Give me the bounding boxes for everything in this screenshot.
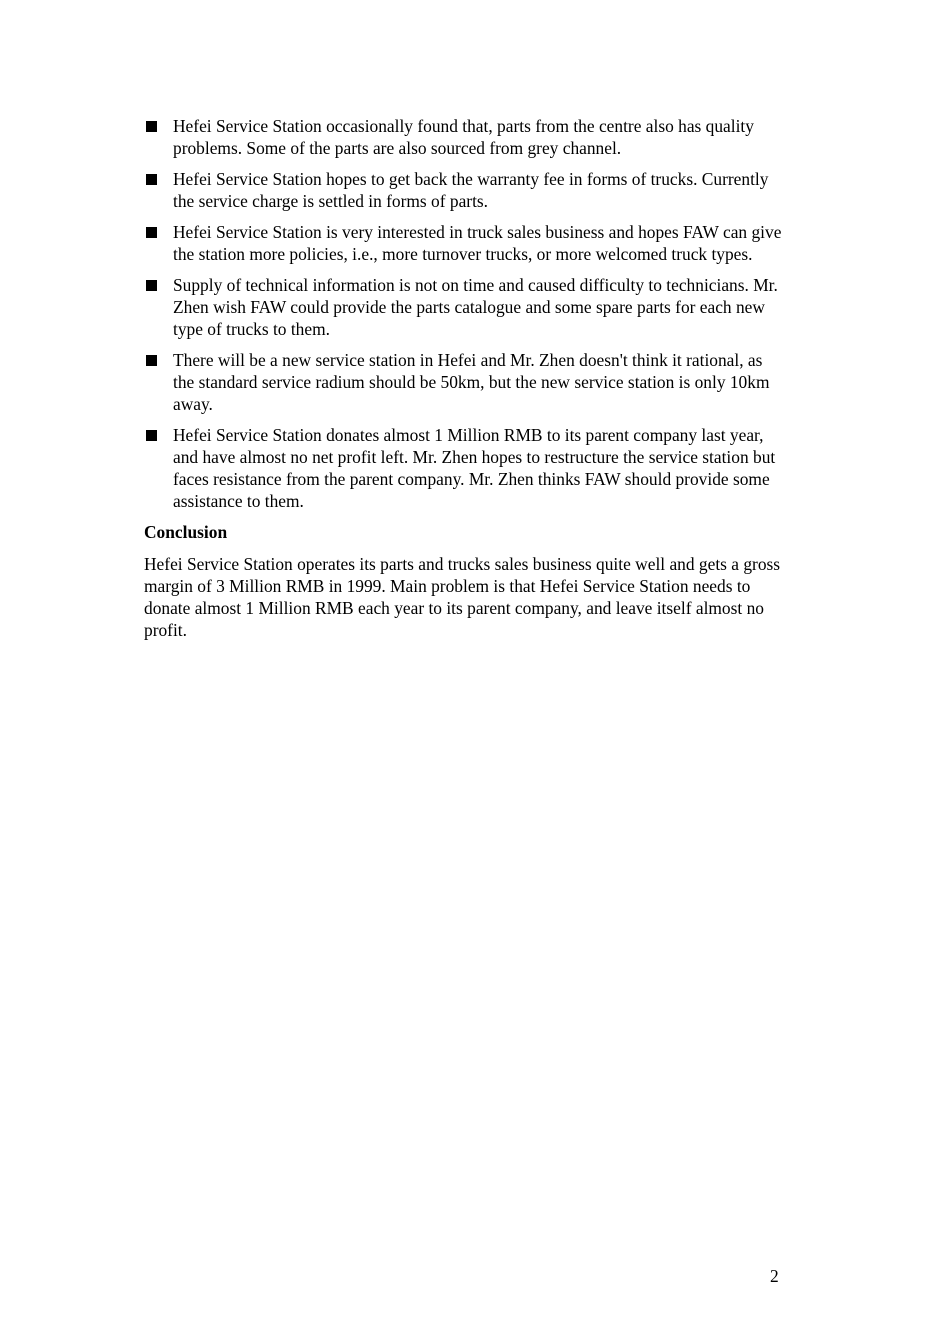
page-content [144,115,784,641]
bullet-item [144,168,784,212]
bullet-item [144,274,784,340]
page-number: 2 [770,1266,779,1286]
bullet-list [144,115,784,512]
square-bullet-icon [146,227,157,238]
bullet-text: Hefei Service Station is very interested in truck sales business and hopes FAW can give the station more policies, i.e., more turnover trucks, or more welcomed truck types. [173,222,782,264]
bullet-text: Hefei Service Station donates almost 1 Million RMB to its parent company last year, and have almost no net profit left. Mr. Zhen hopes to restructure the service station but faces resistance from the parent company. Mr. Zhen thinks FAW should provide some assistance to them. [173,425,776,511]
bullet-text: Hefei Service Station occasionally found that, parts from the centre also has quality problems. Some of the parts are also sourced from grey channel. [173,116,754,158]
bullet-item [144,424,784,512]
square-bullet-icon [146,355,157,366]
square-bullet-icon [146,174,157,185]
bullet-item [144,221,784,265]
bullet-item [144,349,784,415]
bullet-text: There will be a new service station in Hefei and Mr. Zhen doesn't think it rational, as the standard service radium should be 50km, but the new service station is only 10km away. [173,350,770,414]
bullet-text: Supply of technical information is not on time and caused difficulty to technicians. Mr. Zhen wish FAW could provide the parts catalogue and some spare parts for each new type of trucks to them. [173,275,778,339]
bullet-item [144,115,784,159]
bullet-text: Hefei Service Station hopes to get back the warranty fee in forms of trucks. Currently the service charge is settled in forms of parts. [173,169,769,211]
square-bullet-icon [146,430,157,441]
conclusion-paragraph: Hefei Service Station operates its parts and trucks sales business quite well and gets a gross margin of 3 Million RMB in 1999. Main problem is that Hefei Service Station needs to donate almost 1 Million RMB each year to its parent company, and leave itself almost no profit. [144,554,781,640]
square-bullet-icon [146,121,157,132]
square-bullet-icon [146,280,157,291]
conclusion-heading: Conclusion [144,522,228,542]
